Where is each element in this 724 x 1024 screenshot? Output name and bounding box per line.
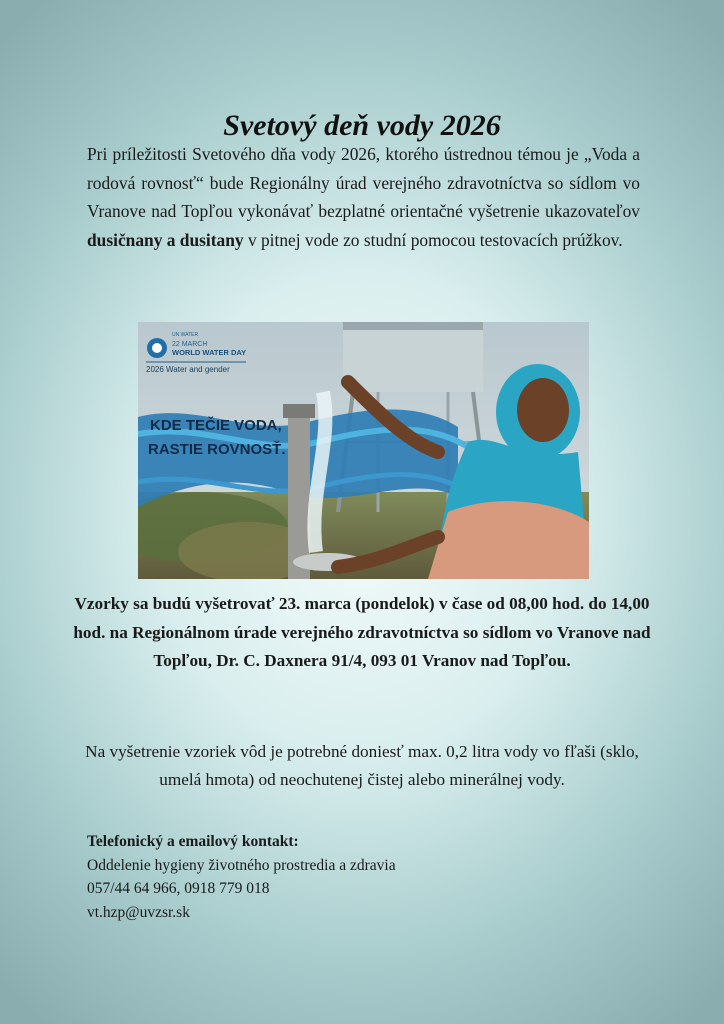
world-water-day-poster <box>138 322 589 579</box>
page-title: Svetový deň vody 2026 <box>223 109 501 143</box>
intro-paragraph <box>87 140 640 254</box>
contact-phones: 057/44 64 966, 0918 779 018 <box>87 880 270 897</box>
sample-instructions: Na vyšetrenie vzoriek vôd je potrebné doniesť max. 0,2 litra vody vo fľaši (sklo, umelá hmota) od neochutenej čistej alebo minerálnej vody. <box>85 742 639 789</box>
poster-theme: 2026 Water and gender <box>146 365 230 374</box>
logo-small-text: UN WATER <box>172 332 199 338</box>
intro-text-before: Pri príležitosti Svetového dňa vody 2026, ktorého ústrednou témou je „Voda a rodová rovnosť“ bude Regionálny úrad verejného zdravotníctva so sídlom vo Vranove nad Topľou vykonávať bezplatné orientačné vyšetrenie ukazovateľov <box>87 144 640 221</box>
sampling-details: Vzorky sa budú vyšetrovať 23. marca (pondelok) v čase od 08,00 hod. do 14,00 hod. na Regionálnom úrade verejného zdravotníctva so sídlom vo Vranove nad Topľou, Dr. C. Daxnera 91/4, 093 01 Vranov nad Topľou. <box>73 594 651 670</box>
poster-slogan-line2: RASTIE ROVNOSŤ. <box>148 441 286 458</box>
contact-email[interactable]: vt.hzp@uvzsr.sk <box>87 903 190 921</box>
poster-slogan-line1: KDE TEČIE VODA, <box>150 417 282 434</box>
logo-date: 22 MARCH <box>172 341 208 348</box>
contact-department: Oddelenie hygieny životného prostredia a zdravia <box>87 856 396 874</box>
intro-text-after: v pitnej vode zo studní pomocou testovacích prúžkov. <box>243 229 623 250</box>
intro-bold-terms: dusičnany a dusitany <box>87 229 244 250</box>
logo-name: WORLD WATER DAY <box>172 348 247 357</box>
contact-heading: Telefonický a emailový kontakt: <box>87 833 299 850</box>
contact-block <box>87 830 396 924</box>
